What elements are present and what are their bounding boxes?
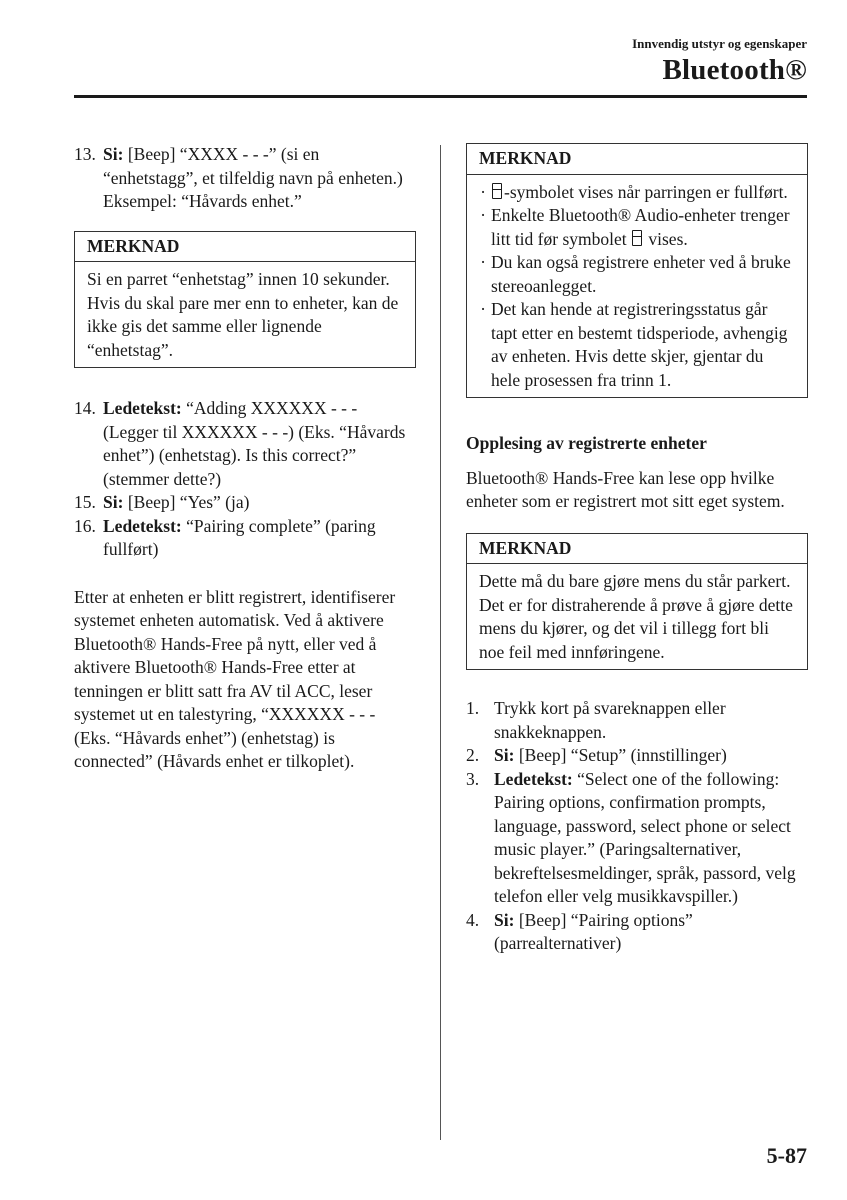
step-15	[74, 491, 416, 515]
body-paragraph: Etter at enheten er blitt registrert, identifiserer systemet enheten automatisk. Ved å aktivere Bluetooth® Hands-Free på nytt, eller ved å aktivere Bluetooth® Hands-Free etter at tenningen er blitt satt fra AV til ACC, leser systemet ut en talestyring, “XXXXXX - - - (Eks. “Håvards enhet”) (enhetstag) is connected” (Håvards enhet er tilkoplet).	[74, 586, 396, 771]
note-heading: MERKNAD	[467, 534, 807, 565]
step-body: [Beep] “Setup” (innstillinger)	[514, 745, 727, 765]
step-label: Ledetekst:	[494, 768, 573, 789]
step-example: Eksempel: “Håvards enhet.”	[103, 191, 302, 211]
step-text	[494, 744, 808, 768]
steps-1-4	[466, 697, 808, 956]
note-box	[466, 143, 808, 398]
right-column	[466, 143, 808, 956]
step-text	[103, 491, 416, 515]
step-text	[494, 768, 808, 909]
bullet-dot: ·	[480, 181, 486, 202]
note-box	[466, 533, 808, 671]
note-heading: MERKNAD	[75, 232, 415, 263]
step-number: 4.	[466, 909, 480, 930]
step-16	[74, 515, 416, 562]
step-number: 2.	[466, 745, 480, 765]
bullet-dot: ·	[480, 252, 486, 272]
bullet-dot: ·	[480, 299, 486, 319]
bullet-text	[491, 181, 795, 205]
step-label: Ledetekst:	[103, 398, 182, 418]
step-2	[466, 744, 808, 768]
step-label: Si:	[103, 144, 124, 164]
note-bullet	[475, 181, 795, 205]
note-body	[467, 175, 807, 398]
step-number: 1.	[466, 698, 480, 718]
note-body: Dette må du bare gjøre mens du står parkert. Det er for distraherende å prøve å gjøre dette mens du kjører, og det vil i tillegg fort bli noe feil med innføringene.	[479, 571, 793, 662]
note-body	[75, 262, 415, 367]
page-title: Bluetooth®	[662, 54, 807, 86]
header-rule	[74, 95, 807, 98]
step-label: Si:	[494, 909, 515, 930]
step-text: Trykk kort på svareknappen eller snakkeknappen.	[494, 698, 726, 742]
step-text	[103, 143, 416, 214]
steps-14-16	[74, 397, 416, 562]
step-number: 15.	[74, 492, 96, 512]
bullet-body: -symbolet vises når parringen er fullført.	[504, 181, 788, 202]
note-bullet	[475, 251, 795, 298]
bluetooth-device-status-icon	[492, 183, 502, 199]
column-divider	[440, 145, 441, 1140]
step-label: Ledetekst:	[103, 515, 182, 536]
step-text	[494, 909, 808, 956]
note-box	[74, 231, 416, 369]
bullet-text	[491, 204, 795, 251]
bullet-body: vises.	[644, 228, 688, 249]
step-14	[74, 397, 416, 491]
step-number: 13.	[74, 144, 96, 164]
subheading: Opplesing av registrerte enheter	[466, 433, 707, 453]
step-body: [Beep] “Yes” (ja)	[123, 492, 250, 512]
step-body: “Select one of the following: Pairing options, confirmation prompts, language, password, select phone or select music player.” (Paringsalternativer, bekreftelsesmeldinger, språk, passord, velg telefon eller velg musikkavspiller.)	[494, 768, 796, 906]
step-number: 16.	[74, 515, 96, 536]
note-heading: MERKNAD	[467, 144, 807, 175]
step-body: “Adding XXXXXX - - - (Legger til XXXXXX - - -) (Eks. “Håvards enhet”) (enhetstag). Is this correct?” (stemmer dette?)	[103, 398, 406, 489]
step-label: Si:	[103, 492, 124, 512]
bullet-dot: ·	[480, 205, 486, 225]
left-column	[74, 143, 416, 774]
bullet-body: Enkelte Bluetooth® Audio-enheter trenger litt tid før symbolet	[491, 205, 790, 249]
note-text: Si en parret “enhetstag” innen 10 sekunder.	[87, 269, 390, 289]
note-bullet	[475, 298, 795, 392]
step-body: [Beep] “XXXX - - -” (si en “enhetstagg”, et tilfeldig navn på enheten.)	[103, 144, 403, 188]
step-body: [Beep] “Pairing options” (parrealternativer)	[494, 909, 693, 953]
step-13	[74, 143, 416, 214]
step-label: Si:	[494, 745, 515, 765]
step-number: 3.	[466, 768, 480, 789]
bullet-text: Det kan hende at registreringsstatus går tapt etter en bestemt tidsperiode, avhengig av enheten. Hvis dette skjer, gjentar du hele prosessen fra trinn 1.	[491, 299, 788, 390]
bluetooth-device-status-icon	[632, 230, 642, 246]
note-text: Hvis du skal pare mer enn to enheter, kan de ikke gis det samme eller lignende “enhetstag”.	[87, 292, 399, 360]
header-section: Innvendig utstyr og egenskaper	[632, 36, 807, 51]
step-1	[466, 697, 808, 744]
page-number: 5-87	[766, 1143, 807, 1168]
bullet-text: Du kan også registrere enheter ved å bruke stereoanlegget.	[491, 252, 791, 296]
step-text	[103, 515, 416, 562]
step-3	[466, 768, 808, 909]
step-body: “Pairing complete” (paring fullført)	[103, 515, 376, 559]
body-paragraph: Bluetooth® Hands-Free kan lese opp hvilke enheter som er registrert mot sitt eget system.	[466, 467, 785, 511]
step-number: 14.	[74, 398, 96, 418]
step-4	[466, 909, 808, 956]
note-bullet	[475, 204, 795, 251]
step-text	[103, 397, 416, 491]
